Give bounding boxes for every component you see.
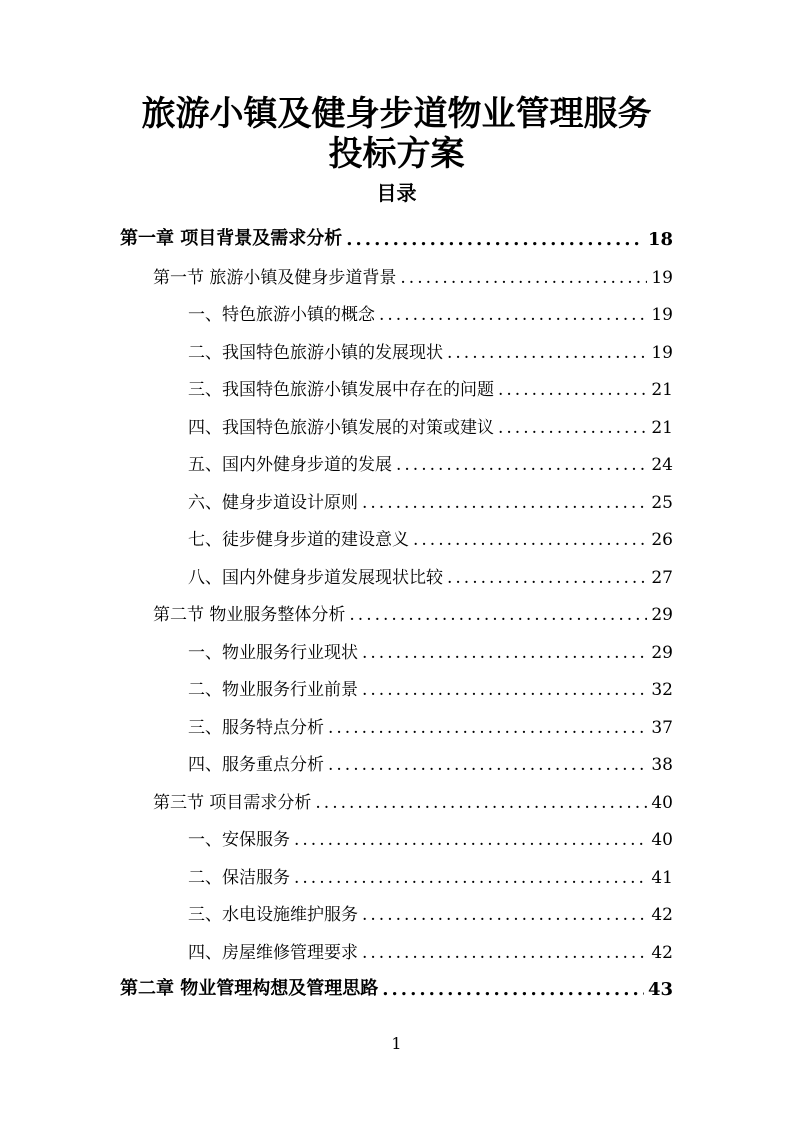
toc-leader-dots — [346, 229, 644, 250]
toc-leader-dots — [328, 755, 647, 775]
toc-leader-dots — [362, 905, 647, 925]
toc-leader-dots — [498, 380, 647, 400]
toc-entry[interactable] — [188, 813, 673, 850]
toc-entry[interactable] — [188, 888, 673, 925]
toc-entry-label: 一、安保服务 — [188, 830, 290, 850]
toc-leader-dots — [294, 868, 647, 888]
toc-entry-label: 第一节 旅游小镇及健身步道背景 — [153, 267, 397, 288]
toc-leader-dots — [447, 568, 647, 588]
toc-entry[interactable] — [188, 363, 673, 400]
toc-entry[interactable] — [188, 701, 673, 738]
toc-leader-dots — [400, 268, 647, 288]
toc-entry[interactable] — [188, 513, 673, 550]
toc-entry-page: 29 — [651, 642, 673, 663]
toc-entry-page: 42 — [651, 942, 673, 963]
toc-entry[interactable] — [153, 588, 673, 625]
toc-leader-dots — [447, 343, 647, 363]
toc-entry-label: 六、健身步道设计原则 — [188, 492, 358, 513]
toc-entry-page: 40 — [651, 792, 673, 813]
toc-entry[interactable] — [153, 251, 673, 288]
toc-leader-dots — [498, 418, 647, 438]
toc-entry-label: 三、我国特色旅游小镇发展中存在的问题 — [188, 380, 494, 400]
toc-entry-label: 四、服务重点分析 — [188, 755, 324, 775]
toc-entry[interactable] — [188, 288, 673, 325]
toc-leader-dots — [349, 605, 647, 625]
toc-entry[interactable] — [153, 776, 673, 813]
toc-entry-page: 19 — [651, 305, 673, 325]
toc-heading: 目录 — [376, 181, 417, 205]
toc-entry[interactable] — [188, 476, 673, 513]
toc-entry-page: 29 — [651, 605, 673, 625]
toc-entry-label: 第二章 物业管理构想及管理思路 — [120, 978, 379, 999]
toc-entry-page: 18 — [647, 229, 673, 250]
document-title-line2: 投标方案 — [328, 134, 465, 174]
toc-entry-page: 21 — [651, 380, 673, 400]
toc-entry-page: 41 — [651, 867, 673, 888]
toc-leader-dots — [396, 455, 647, 475]
toc-entry-label: 第二节 物业服务整体分析 — [153, 605, 346, 625]
toc-entry-page: 37 — [651, 717, 673, 738]
toc-entry-page: 25 — [651, 492, 673, 513]
toc-entry-label: 一、物业服务行业现状 — [188, 642, 358, 663]
toc-entry[interactable] — [188, 326, 673, 363]
toc-leader-dots — [382, 979, 644, 1000]
toc-leader-dots — [379, 305, 647, 325]
toc-entry[interactable] — [188, 401, 673, 438]
toc-leader-dots — [362, 493, 647, 513]
toc-entry-page: 43 — [647, 979, 673, 1000]
toc-entry-label: 三、服务特点分析 — [188, 717, 324, 738]
toc-leader-dots — [362, 643, 647, 663]
toc-leader-dots — [315, 793, 647, 813]
toc-entry-label: 三、水电设施维护服务 — [188, 905, 358, 925]
toc-entry[interactable] — [120, 213, 673, 250]
toc-leader-dots — [328, 718, 647, 738]
toc-entry-page: 40 — [651, 830, 673, 850]
toc-entry-page: 21 — [651, 417, 673, 438]
toc-entry-label: 七、徒步健身步道的建设意义 — [188, 530, 409, 550]
toc-entry-label: 一、特色旅游小镇的概念 — [188, 305, 375, 325]
toc-entry[interactable] — [188, 926, 673, 963]
toc-entry[interactable] — [120, 963, 673, 1000]
toc-entry-page: 19 — [651, 267, 673, 288]
toc-entry-label: 四、我国特色旅游小镇发展的对策或建议 — [188, 417, 494, 438]
toc-entry-page: 24 — [651, 455, 673, 475]
toc-entry-label: 四、房屋维修管理要求 — [188, 942, 358, 963]
toc-entry-label: 第一章 项目背景及需求分析 — [120, 228, 343, 249]
page-number: 1 — [391, 1034, 402, 1053]
toc-entry-label: 二、物业服务行业前景 — [188, 680, 358, 700]
document-title: 旅游小镇及健身步道物业管理服务 — [141, 94, 652, 134]
toc-entry[interactable] — [188, 551, 673, 588]
toc-leader-dots — [294, 830, 647, 850]
toc-entry[interactable] — [188, 438, 673, 475]
toc-entry-label: 五、国内外健身步道的发展 — [188, 455, 392, 475]
toc-entry-page: 19 — [651, 342, 673, 363]
toc-leader-dots — [362, 943, 647, 963]
toc-leader-dots — [362, 680, 647, 700]
toc-entry[interactable] — [188, 738, 673, 775]
toc-entry[interactable] — [188, 626, 673, 663]
toc-entry[interactable] — [188, 851, 673, 888]
toc-entry-page: 32 — [651, 680, 673, 700]
toc-entry-page: 27 — [651, 567, 673, 588]
toc-entry[interactable] — [188, 663, 673, 700]
toc-entry-label: 八、国内外健身步道发展现状比较 — [188, 567, 443, 588]
toc-entry-label: 第三节 项目需求分析 — [153, 792, 312, 813]
toc-entry-label: 二、我国特色旅游小镇的发展现状 — [188, 342, 443, 363]
toc-entry-page: 42 — [651, 905, 673, 925]
toc-entry-label: 二、保洁服务 — [188, 867, 290, 888]
toc-entry-page: 26 — [651, 530, 673, 550]
toc-entry-page: 38 — [651, 755, 673, 775]
toc-leader-dots — [413, 530, 647, 550]
